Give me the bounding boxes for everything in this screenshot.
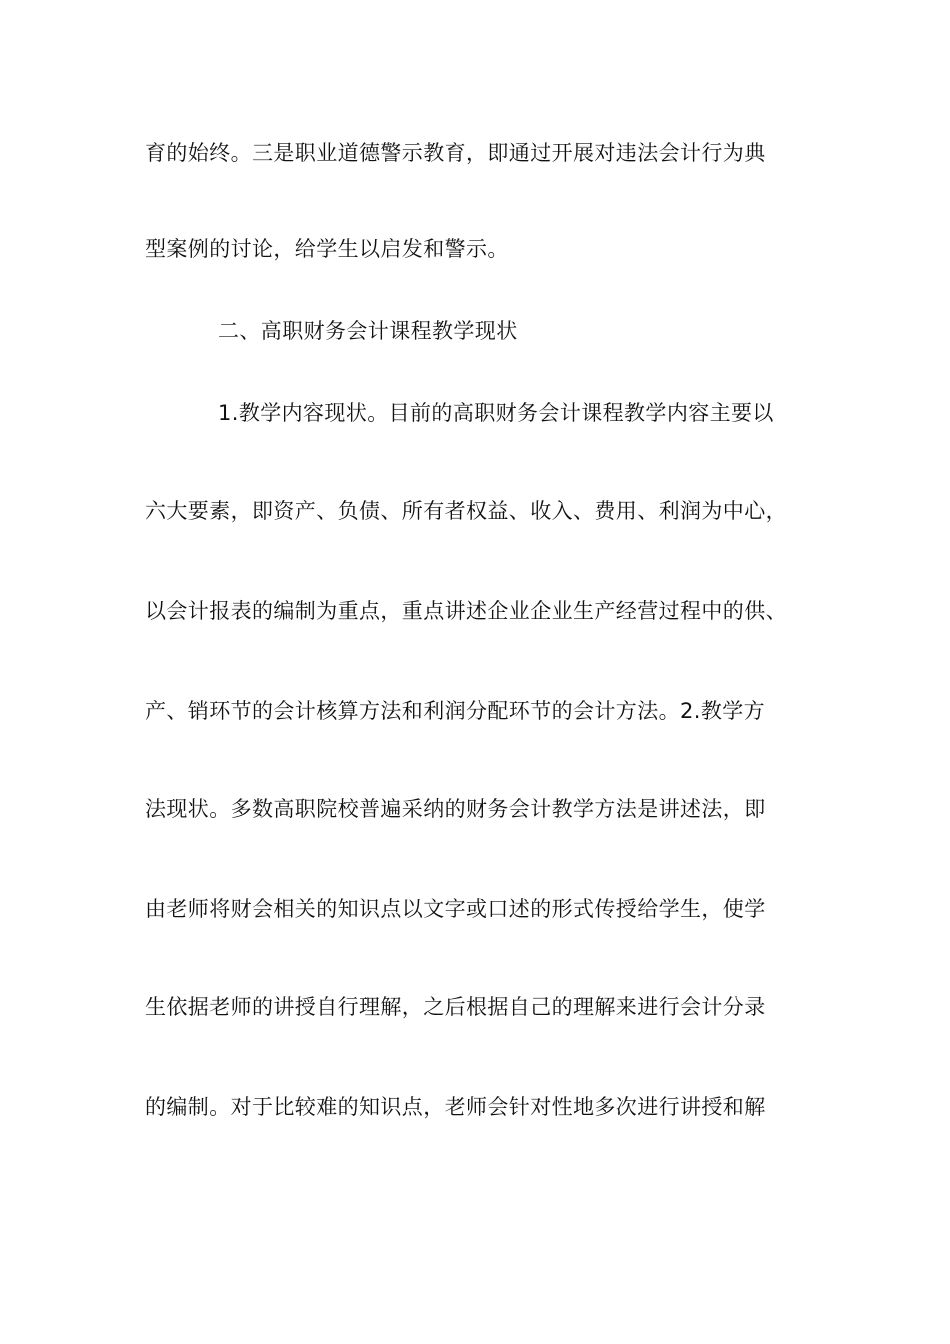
text-line-7: 法现状。多数高职院校普遍采纳的财务会计教学方法是讲述法，即 — [145, 797, 766, 821]
text-line-2: 型案例的讨论，给学生以启发和警示。 — [145, 237, 509, 261]
text-line-9: 生依据老师的讲授自行理解，之后根据自己的理解来进行会计分录 — [145, 995, 766, 1019]
text-line-10: 的编制。对于比较难的知识点，老师会针对性地多次进行讲授和解 — [145, 1095, 766, 1119]
text-line-6: 产、销环节的会计核算方法和利润分配环节的会计方法。2.教学方 — [145, 699, 766, 723]
text-line-3: 1.教学内容现状。目前的高职财务会计课程教学内容主要以 — [218, 401, 774, 425]
text-line-5: 以会计报表的编制为重点，重点讲述企业企业生产经营过程中的供、 — [145, 599, 787, 623]
section-heading: 二、高职财务会计课程教学现状 — [218, 319, 518, 343]
text-line-8: 由老师将财会相关的知识点以文字或口述的形式传授给学生，使学 — [145, 897, 766, 921]
text-line-1: 育的始终。三是职业道德警示教育，即通过开展对违法会计行为典 — [145, 141, 766, 165]
text-line-4: 六大要素，即资产、负债、所有者权益、收入、费用、利润为中心， — [145, 499, 787, 523]
